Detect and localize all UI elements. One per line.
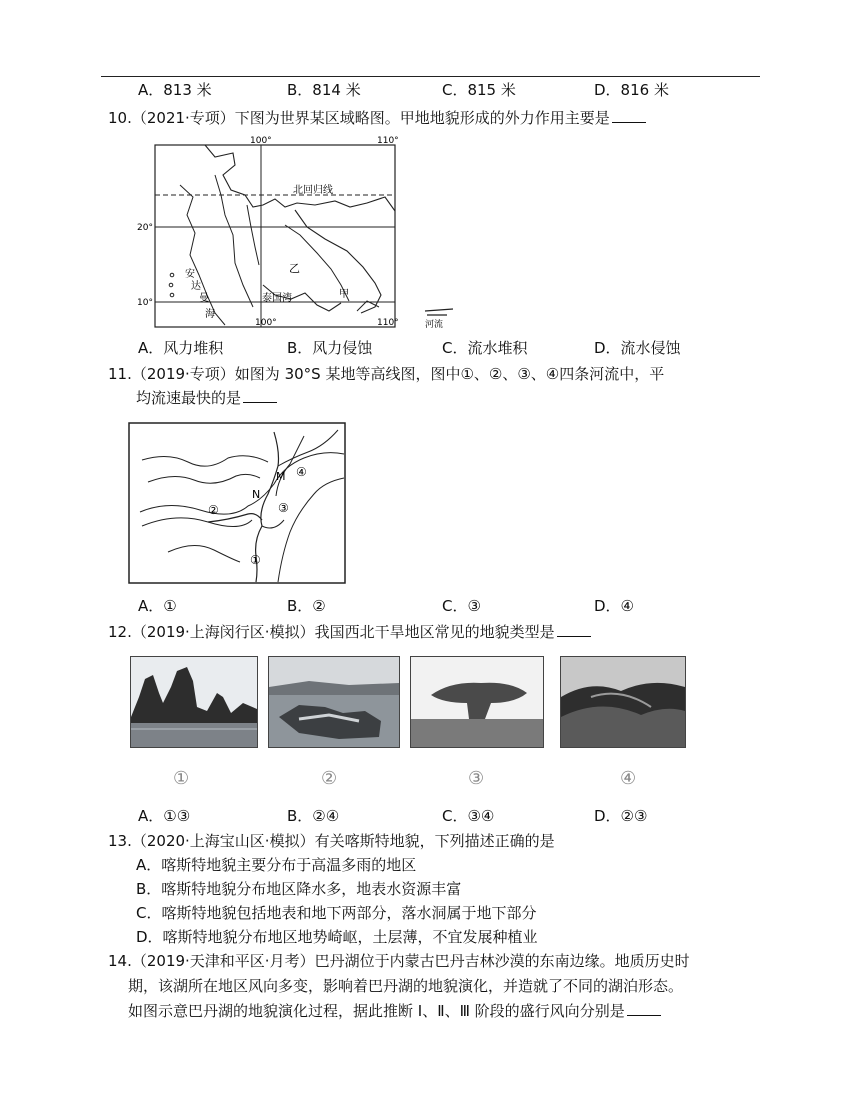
q10-lon100-top-label: 100°	[250, 136, 272, 146]
q12-photo-3-mushroom-rock	[410, 656, 544, 748]
q10-stem-text: （2021·专项）下图为世界某区域略图。甲地地貌形成的外力作用主要是	[131, 109, 610, 127]
q12-option-b[interactable]: B．②④	[287, 807, 340, 825]
q14-stem-text-1: （2019·天津和平区·月考）巴丹湖位于内蒙古巴丹吉林沙漠的东南边缘。地质历史时	[131, 952, 690, 970]
q14-stem-line1	[108, 951, 690, 971]
q11-stem-text-2: 均流速最快的是	[136, 389, 242, 407]
q10-option-b[interactable]: B．风力侵蚀	[287, 339, 373, 357]
q10-sea-char-2: 达	[191, 281, 201, 292]
q11-label-n: N	[252, 488, 261, 501]
q10-sea-char-3: 曼	[199, 293, 209, 304]
q10-lon100-bottom-label: 100°	[255, 318, 277, 328]
q10-sea-char-1: 安	[185, 269, 195, 280]
q14-stem-text-3: 如图示意巴丹湖的地貌演化过程，据此推断 Ⅰ、Ⅱ、Ⅲ 阶段的盛行风向分别是	[128, 1002, 625, 1020]
q10-label-jia: 甲	[339, 289, 349, 300]
q11-river-1-label: ①	[250, 553, 261, 567]
q12-option-c[interactable]: C．③④	[442, 807, 495, 825]
q11-label-m: M	[276, 470, 286, 483]
header-rule	[101, 76, 760, 77]
q12-number: 12.	[108, 623, 132, 641]
q12-photo-1-karst-peaks	[130, 656, 258, 748]
q12-stem	[108, 622, 591, 642]
q12-photo-2-coastal-cliff	[268, 656, 400, 748]
q11-option-c[interactable]: C．③	[442, 597, 481, 615]
q13-option-c[interactable]: C．喀斯特地貌包括地表和地下两部分，落水洞属于地下部分	[136, 904, 537, 922]
q11-number: 11.	[108, 365, 132, 383]
q10-lon110-bottom-label: 110°	[377, 318, 399, 328]
q11-river-4-label: ④	[296, 465, 307, 479]
q13-stem	[108, 831, 555, 851]
q10-legend-river: 河流	[425, 320, 444, 330]
q14-answer-blank[interactable]	[627, 1001, 661, 1016]
q11-option-b[interactable]: B．②	[287, 597, 326, 615]
q12-answer-blank[interactable]	[557, 622, 591, 637]
q10-option-d[interactable]: D．流水侵蚀	[594, 339, 681, 357]
q10-label-yi: 乙	[289, 262, 300, 275]
q12-option-d[interactable]: D．②③	[594, 807, 648, 825]
q11-option-d[interactable]: D．④	[594, 597, 634, 615]
q10-lat20-label: 20°	[137, 223, 153, 233]
q11-option-a[interactable]: A．①	[138, 597, 177, 615]
q13-option-d[interactable]: D．喀斯特地貌分布地区地势崎岖，土层薄，不宜发展种植业	[136, 928, 538, 946]
q10-lat10-label: 10°	[137, 298, 153, 308]
q10-number: 10.	[108, 109, 132, 127]
q10-stem	[108, 108, 646, 128]
q11-stem-text-1: （2019·专项）如图为 30°S 某地等高线图，图中①、②、③、④四条河流中，平	[131, 365, 665, 383]
q12-caption-4: ④	[620, 768, 637, 789]
q14-stem-line3	[128, 1001, 661, 1021]
q13-option-b[interactable]: B．喀斯特地貌分布地区降水多，地表水资源丰富	[136, 880, 462, 898]
q13-stem-text: （2020·上海宝山区·模拟）有关喀斯特地貌，下列描述正确的是	[131, 832, 555, 850]
q11-stem-line2	[136, 388, 277, 408]
q11-contour-map	[128, 422, 346, 584]
q9-option-c[interactable]: C．815 米	[442, 81, 516, 99]
q11-river-2-label: ②	[208, 503, 219, 517]
q10-region-map	[135, 135, 465, 330]
q12-caption-2: ②	[321, 768, 338, 789]
q10-option-c[interactable]: C．流水堆积	[442, 339, 528, 357]
q9-option-b[interactable]: B．814 米	[287, 81, 361, 99]
q12-caption-3: ③	[468, 768, 485, 789]
q14-stem-line2: 期，该湖所在地区风向多变，影响着巴丹湖的地貌演化，并造就了不同的湖泊形态。	[128, 977, 684, 995]
q12-photo-4-sand-dunes	[560, 656, 686, 748]
q9-option-d[interactable]: D．816 米	[594, 81, 669, 99]
q10-tropic-label: 北回归线	[293, 185, 333, 196]
q11-answer-blank[interactable]	[243, 388, 277, 403]
q9-option-a[interactable]: A．813 米	[138, 81, 212, 99]
q10-option-a[interactable]: A．风力堆积	[138, 339, 224, 357]
q12-stem-text: （2019·上海闵行区·模拟）我国西北干旱地区常见的地貌类型是	[131, 623, 555, 641]
q10-lon110-top-label: 110°	[377, 136, 399, 146]
q10-sea-char-4: 海	[205, 309, 215, 320]
q12-option-a[interactable]: A．①③	[138, 807, 191, 825]
q10-gulf-label: 泰国湾	[262, 293, 292, 304]
q13-option-a[interactable]: A．喀斯特地貌主要分布于高温多雨的地区	[136, 856, 417, 874]
q12-caption-1: ①	[173, 768, 190, 789]
q14-number: 14.	[108, 952, 132, 970]
q11-river-3-label: ③	[278, 501, 289, 515]
q13-number: 13.	[108, 832, 132, 850]
q11-stem-line1	[108, 364, 664, 384]
q10-answer-blank[interactable]	[612, 108, 646, 123]
